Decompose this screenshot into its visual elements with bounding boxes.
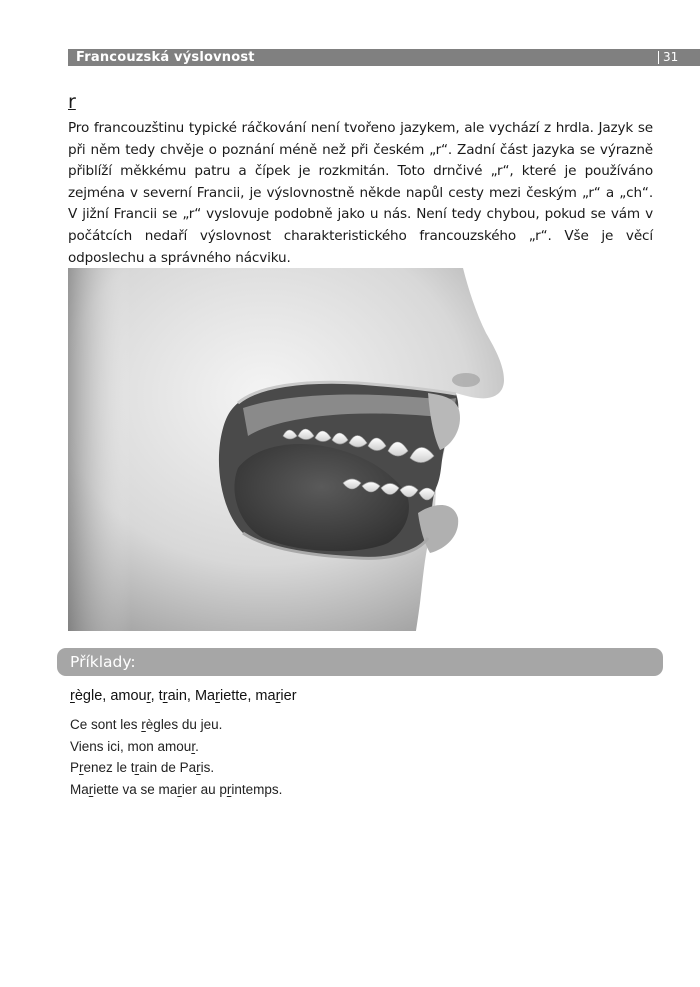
- underlined-letter: r: [191, 738, 196, 754]
- mouth-cross-section-illustration: [68, 268, 513, 631]
- section-letter: r: [68, 91, 76, 113]
- chapter-title: Francouzská výslovnost: [76, 50, 255, 65]
- underlined-letter: r: [162, 688, 168, 704]
- underlined-letter: r: [177, 781, 182, 797]
- underlined-letter: r: [196, 760, 201, 775]
- text-fragment: ain, Ma: [167, 688, 216, 704]
- text-fragment: iette va se ma: [93, 781, 178, 797]
- example-words: [70, 686, 297, 706]
- text-fragment: is.: [200, 760, 215, 775]
- header-separator: [658, 51, 659, 64]
- underlined-letter: r: [275, 688, 281, 704]
- underlined-letter: r: [215, 688, 220, 704]
- example-sentence: [70, 736, 282, 758]
- example-sentence: [70, 779, 282, 801]
- examples-title: Příklady:: [70, 653, 136, 671]
- text-fragment: ègles du jeu.: [145, 717, 223, 732]
- example-sentence: [70, 714, 282, 736]
- text-fragment: ier: [280, 688, 297, 704]
- text-fragment: enez le t: [83, 760, 135, 775]
- text-fragment: ègle, amou: [74, 688, 147, 704]
- intro-paragraph: Pro francouzštinu typické ráčkování není tvořeno jazykem, ale vychází z hrdla. Jazyk se při něm tedy chvěje o poznání méně než při českém „r“. Zadní část jazyka se výrazně přiblíží měkkému patru a čípek je rozkmitán. Toto drnčivé „r“, které je používáno zejména v severní Francii, je výslovnostně někde napůl cesty mezi českým „r“ a „ch“. V jižní Francii se „r“ vyslovuje podobně jako u nás. Není tedy chybou, pokud se vám v počátcích nedaří výslovnost charakteristického francouzského „r“. Vše je věcí odposlechu a správného nácviku.: [68, 120, 653, 266]
- underlined-letter: r: [141, 717, 146, 732]
- text-fragment: iette, ma: [219, 688, 276, 704]
- text-fragment: , t: [150, 688, 163, 704]
- underlined-letter: r: [226, 781, 232, 797]
- page-number: 31: [663, 50, 679, 64]
- text-fragment: ier au p: [181, 781, 227, 797]
- text-fragment: P: [70, 760, 80, 775]
- text-fragment: intemps.: [231, 781, 283, 797]
- underlined-letter: r: [146, 688, 151, 704]
- text-fragment: Viens ici, mon amou: [70, 738, 192, 754]
- underlined-letter: r: [70, 688, 75, 704]
- examples-bar: [57, 648, 663, 676]
- text-fragment: Ce sont les: [70, 717, 142, 732]
- example-sentence: [70, 757, 282, 779]
- text-fragment: Ma: [70, 781, 89, 797]
- text-fragment: .: [195, 738, 199, 754]
- underlined-letter: r: [88, 781, 94, 797]
- underlined-letter: r: [134, 760, 140, 775]
- text-fragment: ain de Pa: [139, 760, 197, 775]
- example-sentences: [70, 714, 282, 800]
- underlined-letter: r: [79, 760, 84, 775]
